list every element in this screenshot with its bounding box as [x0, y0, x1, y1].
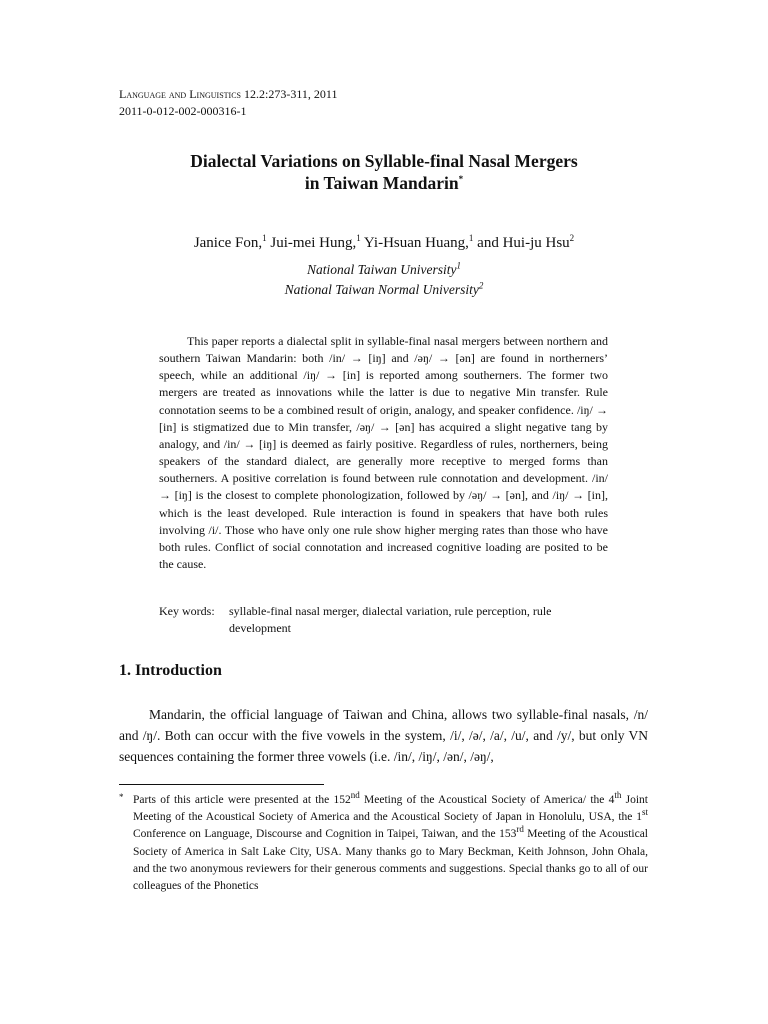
author: Janice Fon,	[193, 235, 263, 251]
author-affiliation-mark: 1	[356, 233, 361, 243]
footnote-text: Parts of this article were presented at the 152	[133, 794, 351, 806]
title-line-1: Dialectal Variations on Syllable-final Nasal Mergers	[190, 151, 578, 171]
author-affiliation-mark: 1	[468, 233, 474, 243]
affiliation-mark: 2	[478, 280, 484, 291]
footnote-text: Conference on Language, Discourse and Cognition in Taipei, Taiwan, and the 153	[133, 828, 517, 841]
ordinal-suffix: st	[641, 807, 648, 818]
title-line-2-text: in Taiwan Mandarin	[304, 173, 459, 193]
author-affiliation-mark: 2	[569, 233, 575, 243]
section-heading: 1. Introduction	[119, 662, 222, 679]
ordinal-suffix: rd	[516, 824, 524, 835]
journal-name: Language and Linguistics	[119, 87, 241, 101]
keywords-text: syllable-final nasal merger, dialectal variation, rule perception, rule development	[229, 604, 552, 635]
affiliations	[100, 260, 668, 300]
intro-paragraph: Mandarin, the official language of Taiwan and China, allows two syllable-final nasals, /n/ and /ŋ/. Both can occur with the five vowels in the system, /i/, /ə/, /a/, /u/, and /y/, but only VN sequences containing the former three vowels (i.e. /in/, /iŋ/, /ən/, /əŋ/,	[119, 707, 648, 764]
ordinal-suffix: nd	[350, 790, 360, 801]
journal-volume-pages: 12.2:273-311, 2011	[244, 87, 338, 101]
affiliation-name: National Taiwan University	[306, 262, 457, 277]
journal-article-id: 2011-0-012-002-000316-1	[119, 104, 247, 118]
keywords	[159, 603, 608, 637]
author-affiliation-mark: 1	[262, 233, 267, 243]
footnote-text: Joint Meeting of the Acoustical Society of America and the Acoustical Society of Japan in Honolulu, USA, the 1	[133, 794, 648, 824]
affiliation	[100, 280, 668, 300]
footnote-divider	[119, 784, 324, 785]
footnote-mark: *	[119, 792, 124, 802]
affiliation	[100, 260, 668, 280]
abstract: This paper reports a dialectal split in syllable-final nasal mergers between northern and southern Taiwan Mandarin: both /in/ → [iŋ] and /əŋ/ → [ən] are found in northerners’ speech, while an additional /iŋ/ → [in] is reported among southerners. The former two mergers are treated as innovations while the latter is due to negative Min transfer. Rule connotation seems to be a combined result of origin, analogy, and speaker confidence. /iŋ/ → [in] is stigmatized due to Min transfer, /əŋ/ → [ən] has acquired a slight negative tang by analogy, and /in/ → [iŋ] is deemed as fairly positive. Regardless of rules, northerners, being speakers of the standard dialect, are generally more receptive to merged forms than southerners. A positive correlation is found between rule connotation and development. /in/ → [iŋ] is the closest to complete phonologization, followed by /əŋ/ → [ən], and /iŋ/ → [in], which is the least developed. Rule interaction is found in speakers that have both rules involving /i/. Those who have only one rule show higher merging rates than those who have both rules. Conflict of social connotation and increased cognitive loading are posited to be the cause.	[159, 334, 608, 572]
affiliation-mark: 1	[456, 260, 461, 271]
author: and Hui-ju Hsu	[477, 235, 570, 251]
ordinal-suffix: th	[614, 790, 622, 801]
journal-citation	[119, 86, 337, 103]
footnote-text: Meeting of the Acoustical Society of America in Salt Lake City, USA. Many thanks go to Mary Beckman, Keith Johnson, John Ohala, and the two anonymous reviewers for their generous comments and suggestions. Special thanks go to all of our colleagues of the Phonetics	[133, 828, 648, 893]
author: Jui-mei Hung,	[270, 235, 357, 251]
journal-header	[119, 86, 337, 120]
keywords-label: Key words:	[159, 604, 215, 618]
title-footnote-mark: *	[458, 174, 464, 185]
footnote	[119, 790, 648, 895]
paper-title	[100, 150, 668, 194]
author-list	[100, 233, 668, 253]
affiliation-name: National Taiwan Normal University	[284, 282, 479, 297]
title-line-2	[100, 172, 668, 194]
author: Yi-Hsuan Huang,	[363, 235, 469, 251]
footnote-text: Meeting of the Acoustical Society of America/ the 4	[359, 794, 615, 806]
